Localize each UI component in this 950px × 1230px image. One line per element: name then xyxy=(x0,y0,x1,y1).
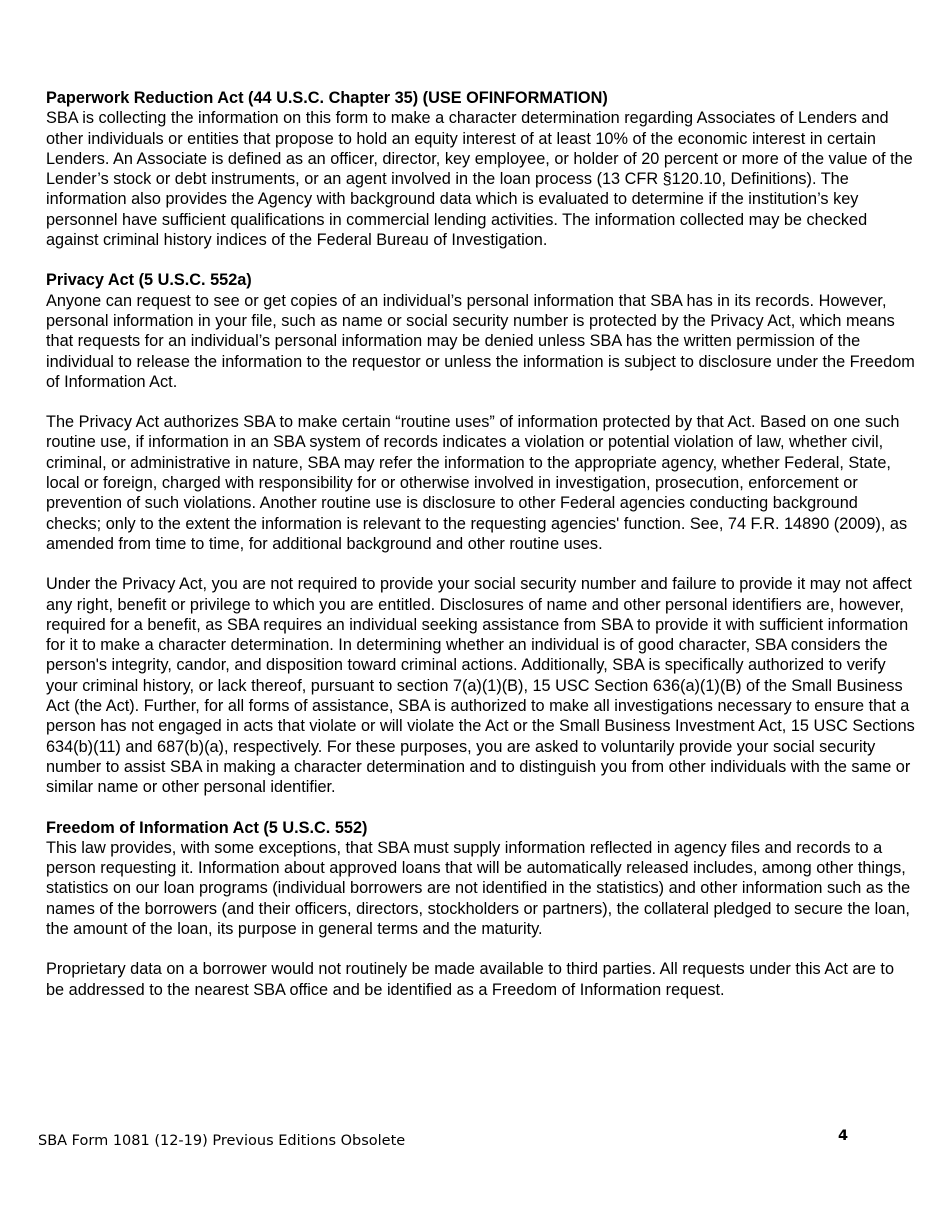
document-body xyxy=(46,88,916,1000)
privacy-act-paragraph-2: The Privacy Act authorizes SBA to make certain “routine uses” of information protected by that Act. Based on one such routine use, if information in an SBA system of records indicates a violation or potential violation of law, whether civil, criminal, or administrative in nature, SBA may refer the information to the appropriate agency, whether Federal, State, local or foreign, charged with responsibility for or otherwise involved in investigation, prosecution, enforcement or prevention of such violations. Another routine use is disclosure to other Federal agencies conducting background checks; only to the extent the information is relevant to the requesting agencies' function. See, 74 F.R. 14890 (2009), as amended from time to time, for additional background and other routine uses. xyxy=(46,413,908,553)
foia-paragraph-1: This law provides, with some exceptions, that SBA must supply information reflected in agency files and records to a person requesting it. Information about approved loans that will be automatically released includes, among other things, statistics on our loan programs (individual borrowers are not identified in the statistics) and other information such as the names of the borrowers (and their officers, directors, stockholders or partners), the collateral pledged to secure the loan, the amount of the loan, its purpose in general terms and the maturity. xyxy=(46,838,911,938)
section-spacer xyxy=(46,554,916,574)
foia-paragraph-2: Proprietary data on a borrower would not routinely be made available to third parties. All requests under this Act are to be addressed to the nearest SBA office and be identified as a Freedom of Information request. xyxy=(46,960,894,999)
foia-heading: Freedom of Information Act (5 U.S.C. 552) xyxy=(46,818,368,837)
section-spacer xyxy=(46,798,916,818)
footer-form-label: SBA Form 1081 (12-19) Previous Editions Obsolete xyxy=(38,1133,406,1149)
paperwork-reduction-act-paragraph: SBA is collecting the information on this form to make a character determination regarding Associates of Lenders and other individuals or entities that propose to hold an equity interest of at least 10% of the economic interest in certain Lenders. An Associate is defined as an officer, director, key employee, or holder of 20 percent or more of the value of the Lender’s stock or debt instruments, or an agent involved in the loan process (13 CFR §120.10, Definitions). The information also provides the Agency with background data which is evaluated to determine if the institution’s key personnel have sufficient qualifications in commercial lending activities. The information collected may be checked against criminal history indices of the Federal Bureau of Investigation. xyxy=(46,109,913,250)
section-spacer xyxy=(46,392,916,412)
privacy-act-paragraph-3: Under the Privacy Act, you are not required to provide your social security number and failure to provide it may not affect any right, benefit or privilege to which you are entitled. Disclosures of name and other personal identifiers are, however, required for a benefit, as SBA requires an individual seeking assistance from SBA to provide it with sufficient information for it to make a character determination. In determining whether an individual is of good character, SBA considers the person's integrity, candor, and disposition toward criminal actions. Additionally, SBA is specifically authorized to verify your criminal history, or lack thereof, pursuant to section 7(a)(1)(B), 15 USC Section 636(a)(1)(B) of the Small Business Act (the Act). Further, for all forms of assistance, SBA is authorized to make all investigations necessary to ensure that a person has not engaged in acts that violate or will violate the Act or the Small Business Investment Act, 15 USC Sections 634(b)(11) and 687(b)(a), respectively. For these purposes, you are asked to voluntarily provide your social security number to assist SBA in making a character determination and to distinguish you from other individuals with the same or similar name or other personal identifier. xyxy=(46,575,915,797)
privacy-act-heading: Privacy Act (5 U.S.C. 552a) xyxy=(46,271,252,290)
section-spacer xyxy=(46,939,916,959)
paperwork-reduction-act-heading: Paperwork Reduction Act (44 U.S.C. Chapter 35) (USE OFINFORMATION) xyxy=(46,89,608,107)
privacy-act-paragraph-1: Anyone can request to see or get copies of an individual’s personal information that SBA has in its records. However, personal information in your file, such as name or social security number is protected by the Privacy Act, which means that requests for an individual’s personal information may be denied unless SBA has the written permission of the individual to release the information to the requestor or unless the information is subject to disclosure under the Freedom of Information Act. xyxy=(46,291,915,391)
section-spacer xyxy=(46,250,916,270)
page-number: 4 xyxy=(838,1128,849,1144)
